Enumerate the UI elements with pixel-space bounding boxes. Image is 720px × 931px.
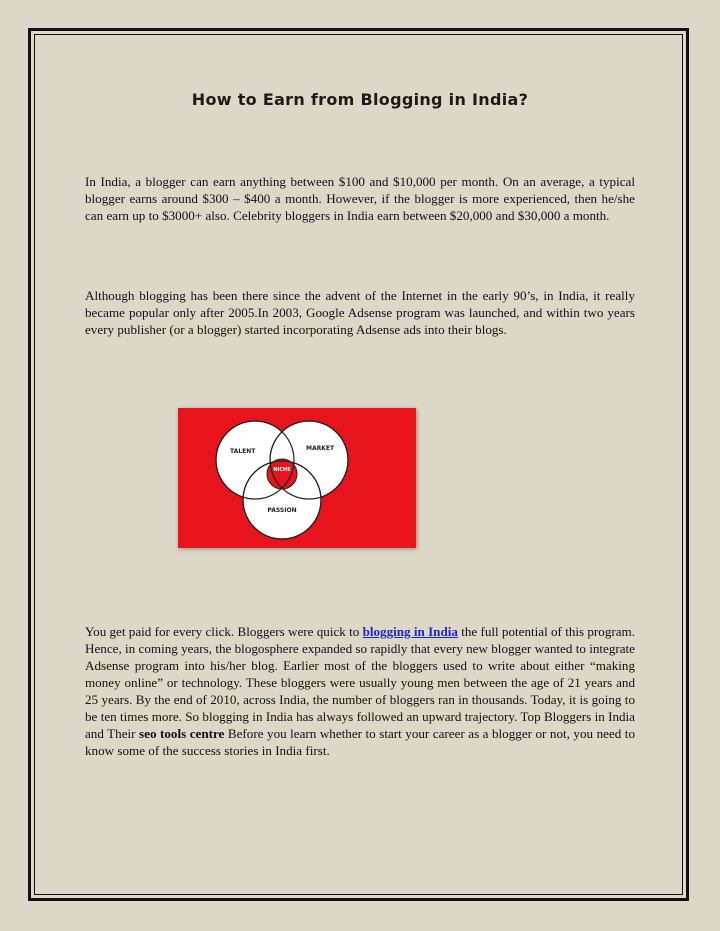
venn-label-niche: NICHE	[273, 467, 291, 473]
page-title: How to Earn from Blogging in India?	[191, 90, 529, 109]
venn-label-market: MARKET	[306, 445, 335, 452]
venn-label-passion: PASSION	[267, 507, 297, 514]
venn-diagram-image	[178, 408, 416, 548]
paragraph-history: Although blogging has been there since the advent of the Internet in the early 90’s, in India, it really became popular only after 2005.In 2003, Google Adsense program was launched, and within two years every publisher (or a blogger) started incorporating Adsense ads into their blogs.	[85, 288, 635, 337]
paragraph-text: the full potential of this program. Hence, in coming years, the blogosphere expanded so rapidly that every new blogger wanted to integrate Adsense program into his/her blog. Earlier most of the bloggers used to write about either “making money online” or technology. These bloggers were usually young men between the age of 21 years and 25 years. By the end of 2010, across India, the number of bloggers ran in thousands. Today, it is going to be ten times more. So blogging in India has always followed an upward trajectory. Top Bloggers in India and Their	[85, 624, 636, 741]
paragraph-adsense	[85, 623, 635, 759]
paragraph-earnings: In India, a blogger can earn anything between $100 and $10,000 per month. On an average, a typical blogger earns around $300 – $400 a month. However, if the blogger is more experienced, then he/she can earn up to $3000+ also. Celebrity bloggers in India earn between $20,000 and $30,000 a month.	[85, 174, 635, 223]
seo-tools-centre-text: seo tools centre	[139, 726, 225, 741]
blogging-in-india-link[interactable]: blogging in India	[362, 624, 458, 639]
venn-label-talent: TALENT	[230, 448, 256, 455]
paragraph-text: Before you learn whether to start your career as a blogger or not, you need to know some of the success stories in India first.	[85, 726, 635, 758]
venn-niche-region	[267, 459, 297, 489]
paragraph-text: You get paid for every click. Bloggers were quick to	[85, 624, 363, 639]
